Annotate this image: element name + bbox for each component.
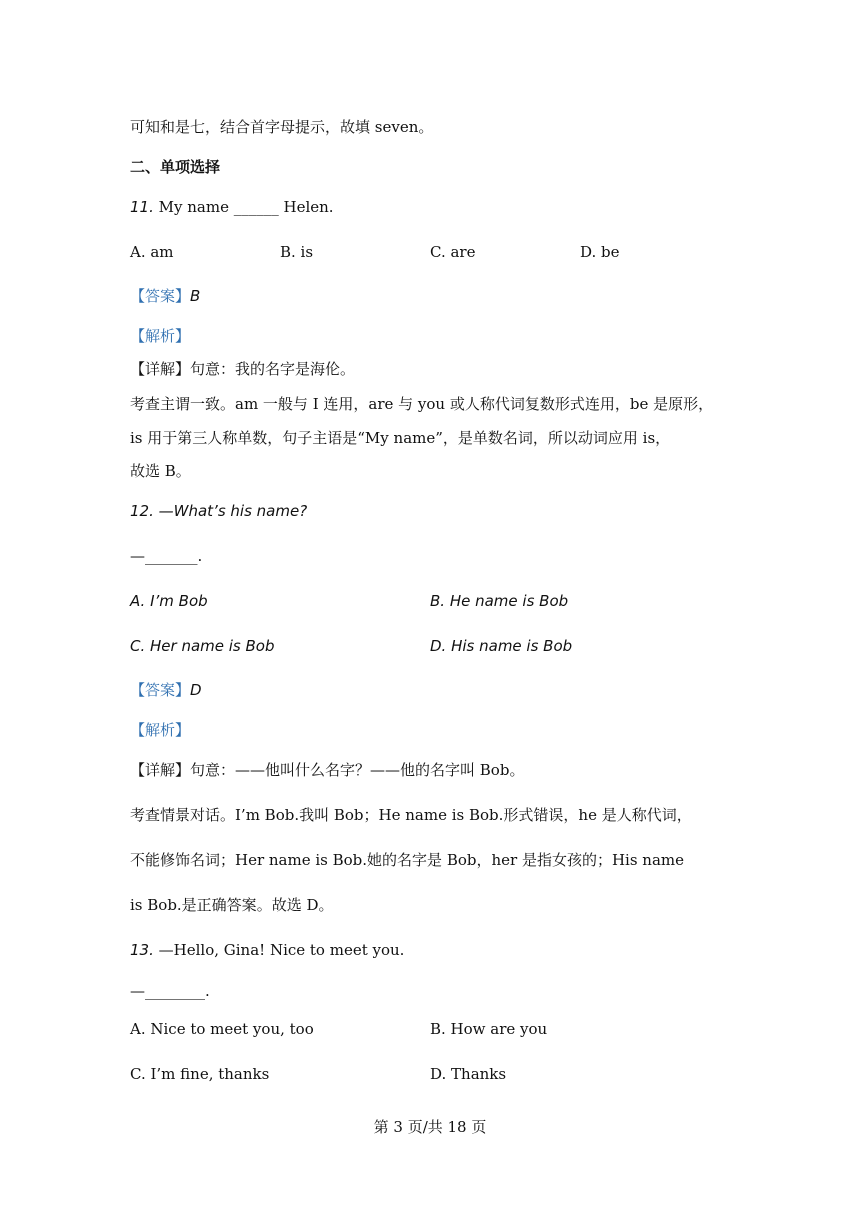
answer-tag: 【答案】 (130, 287, 191, 305)
intro-line: 可知和是七，结合首字母提示，故填 seven。 (130, 118, 434, 136)
page-footer: 第 3 页/共 18 页 (373, 1118, 487, 1136)
option-b: B. He name is Bob (430, 592, 569, 610)
answer-line (130, 286, 200, 306)
analysis-tag: 【解析】 (130, 327, 191, 345)
detail-tag: 【详解】 (130, 761, 191, 779)
option-a: A. am (130, 243, 174, 261)
option-b: B. How are you (430, 1020, 548, 1038)
question-11 (130, 197, 334, 217)
question-number: 11. (130, 198, 154, 216)
detail-text: 句意：——他叫什么名字？——他的名字叫 Bob。 (190, 761, 525, 779)
explanation-line: is 用于第三人称单数，句子主语是“My name”，是单数名词，所以动词应用 is， (130, 429, 671, 447)
explanation-line: is Bob.是正确答案。故选 D。 (130, 896, 334, 914)
option-d: D. Thanks (430, 1065, 507, 1083)
answer-line (130, 680, 202, 700)
option-d: D. His name is Bob (430, 637, 573, 655)
analysis-tag: 【解析】 (130, 721, 191, 739)
answer-value: B (190, 287, 201, 305)
question-12 (130, 501, 307, 521)
explanation-line: 不能修饰名词；Her name is Bob.她的名字是 Bob，her 是指女孩的；His name (130, 851, 685, 869)
answer-tag: 【答案】 (130, 681, 191, 699)
question-stem: —What’s his name? (158, 502, 308, 520)
option-c: C. Her name is Bob (130, 637, 275, 655)
explanation-line: 考查主谓一致。am 一般与 I 连用，are 与 you 或人称代词复数形式连用，be 是原形， (130, 395, 714, 413)
option-c: C. I’m fine, thanks (130, 1065, 270, 1083)
question-stem: My name ______ Helen. (158, 198, 334, 216)
answer-blank: —_______. (130, 547, 203, 565)
option-a: A. Nice to meet you, too (130, 1020, 314, 1038)
detail-tag: 【详解】 (130, 360, 191, 378)
section-title: 二、单项选择 (130, 158, 221, 176)
option-d: D. be (580, 243, 620, 261)
answer-value: D (190, 681, 202, 699)
question-number: 13. (130, 941, 154, 959)
answer-blank: —________. (130, 982, 210, 1000)
explanation-line: 故选 B。 (130, 462, 191, 480)
option-a: A. I’m Bob (130, 592, 208, 610)
question-number: 12. (130, 502, 154, 520)
detail-line (130, 359, 355, 379)
option-c: C. are (430, 243, 476, 261)
detail-text: 句意：我的名字是海伦。 (190, 360, 356, 378)
detail-line (130, 760, 524, 780)
option-b: B. is (280, 243, 314, 261)
question-13 (130, 940, 404, 960)
question-stem: —Hello, Gina! Nice to meet you. (158, 941, 405, 959)
explanation-line: 考查情景对话。I’m Bob.我叫 Bob；He name is Bob.形式错误，he 是人称代词， (130, 806, 692, 824)
